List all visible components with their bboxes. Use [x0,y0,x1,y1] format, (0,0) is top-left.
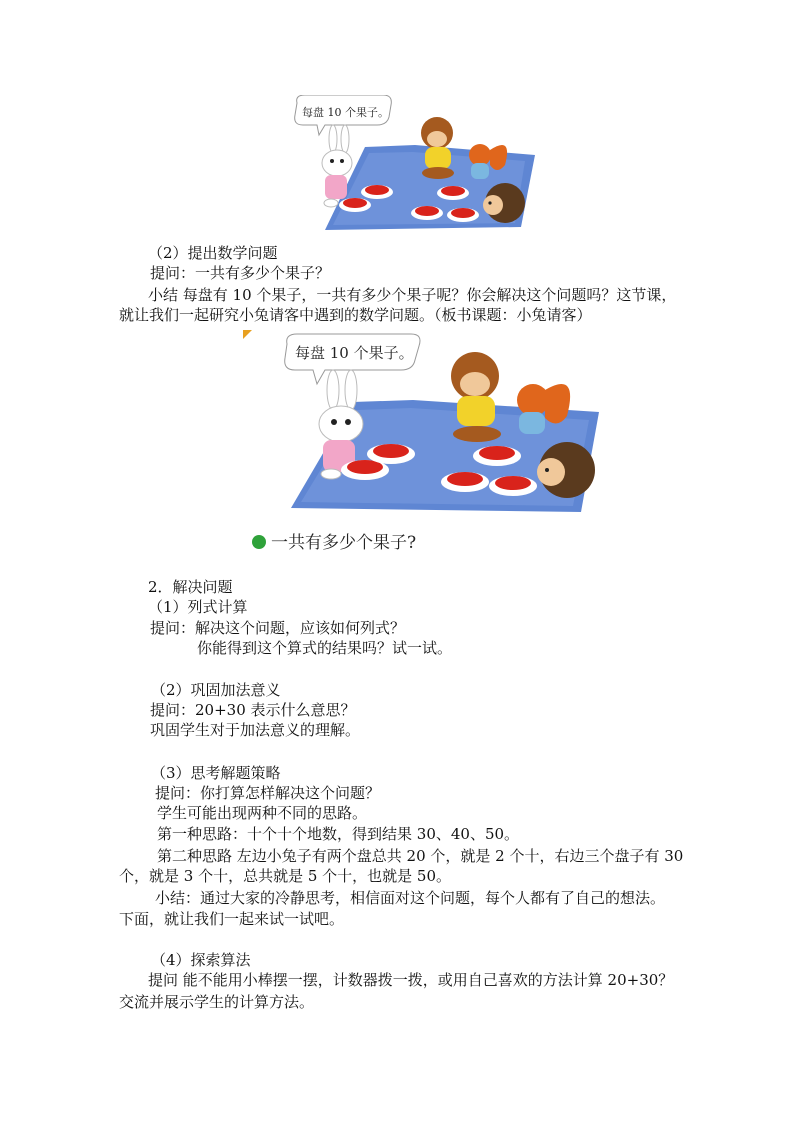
text-line: 你能得到这个算式的结果吗？试一试。 [197,639,453,657]
text-line: 第二种思路 左边小兔子有两个盘总共 20 个，就是 2 个十，右边三个盘子有 30 [157,847,684,865]
text-line: 小结 每盘有 10 个果子，一共有多少个果子呢？你会解决这个问题吗？这节课， [148,286,677,304]
question-text: 一共有多少个果子? [271,533,417,553]
text-line: 学生可能出现两种不同的思路。 [157,804,368,822]
text-line: 交流并展示学生的计算方法。 [119,993,315,1011]
text-line: 小结：通过大家的冷静思考，相信面对这个问题，每个人都有了自己的想法。 [155,889,666,907]
section-heading: （2）提出数学问题 [148,244,278,262]
text-line: 提问：解决这个问题，应该如何列式？ [150,619,406,637]
speech-text: 每盘 10 个果子。 [302,106,389,119]
subsection-heading: （2）巩固加法意义 [151,681,281,699]
text-line: 下面，就让我们一起来试一试吧。 [119,910,345,928]
green-bullet-icon [252,535,266,549]
text-line: 提问：20+30 表示什么意思？ [150,701,356,719]
text-line: 提问：一共有多少个果子？ [150,264,331,282]
subsection-heading: （4）探索算法 [151,951,251,969]
text-line: 个，就是 3 个十，总共就是 5 个十，也就是 50。 [119,867,452,885]
section-heading: 2．解决问题 [148,578,233,596]
text-line: 提问：你打算怎样解决这个问题？ [155,784,381,802]
figure-rabbit-party-small [285,95,535,235]
text-line: 就让我们一起研究小兔请客中遇到的数学问题。（板书课题：小兔请客） [119,306,592,324]
subsection-heading: （1）列式计算 [148,598,248,616]
text-line: 提问 能不能用小棒摆一摆，计数器拨一拨，或用自己喜欢的方法计算 20+30？ [148,971,674,989]
text-line: 巩固学生对于加法意义的理解。 [150,721,361,739]
subsection-heading: （3）思考解题策略 [151,764,281,782]
figure-rabbit-party-large [243,330,623,555]
corner-mark [243,330,252,339]
text-line: 第一种思路：十个十个地数，得到结果 30、40、50。 [157,825,520,843]
speech-text: 每盘 10 个果子。 [295,344,414,362]
